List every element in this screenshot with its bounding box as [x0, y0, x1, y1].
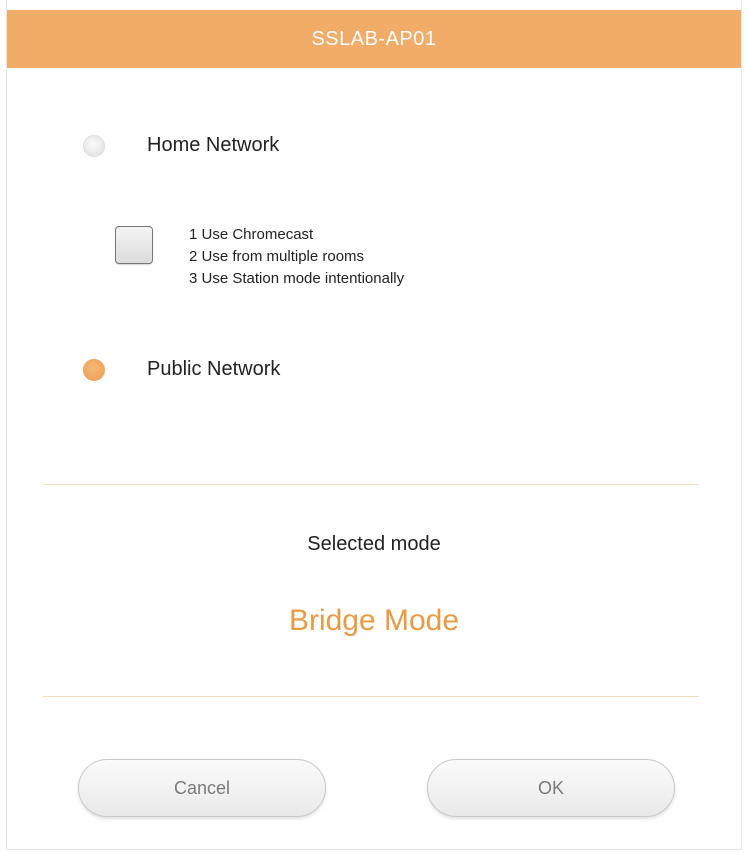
ok-button[interactable]: OK [427, 759, 675, 817]
condition-line: 2 Use from multiple rooms [189, 248, 365, 265]
home-network-condition-list [189, 224, 404, 290]
home-network-option[interactable] [83, 134, 279, 157]
network-mode-dialog [6, 0, 742, 850]
selected-mode-label: Selected mode [307, 533, 441, 555]
public-network-radio[interactable] [83, 359, 105, 381]
public-network-label: Public Network [147, 358, 281, 380]
dialog-title-bar [7, 10, 741, 68]
divider [43, 696, 699, 697]
home-network-label: Home Network [147, 134, 280, 156]
divider [43, 484, 699, 485]
selected-mode-value: Bridge Mode [288, 604, 460, 637]
home-network-checkbox[interactable] [115, 226, 153, 264]
condition-line: 3 Use Station mode intentionally [189, 270, 405, 287]
condition-line: 1 Use Chromecast [189, 226, 314, 243]
public-network-option[interactable] [83, 358, 280, 381]
dialog-title: SSLAB-AP01 [311, 27, 437, 50]
home-network-radio[interactable] [83, 135, 105, 157]
home-network-conditions [115, 224, 404, 290]
cancel-button[interactable]: Cancel [78, 759, 326, 817]
